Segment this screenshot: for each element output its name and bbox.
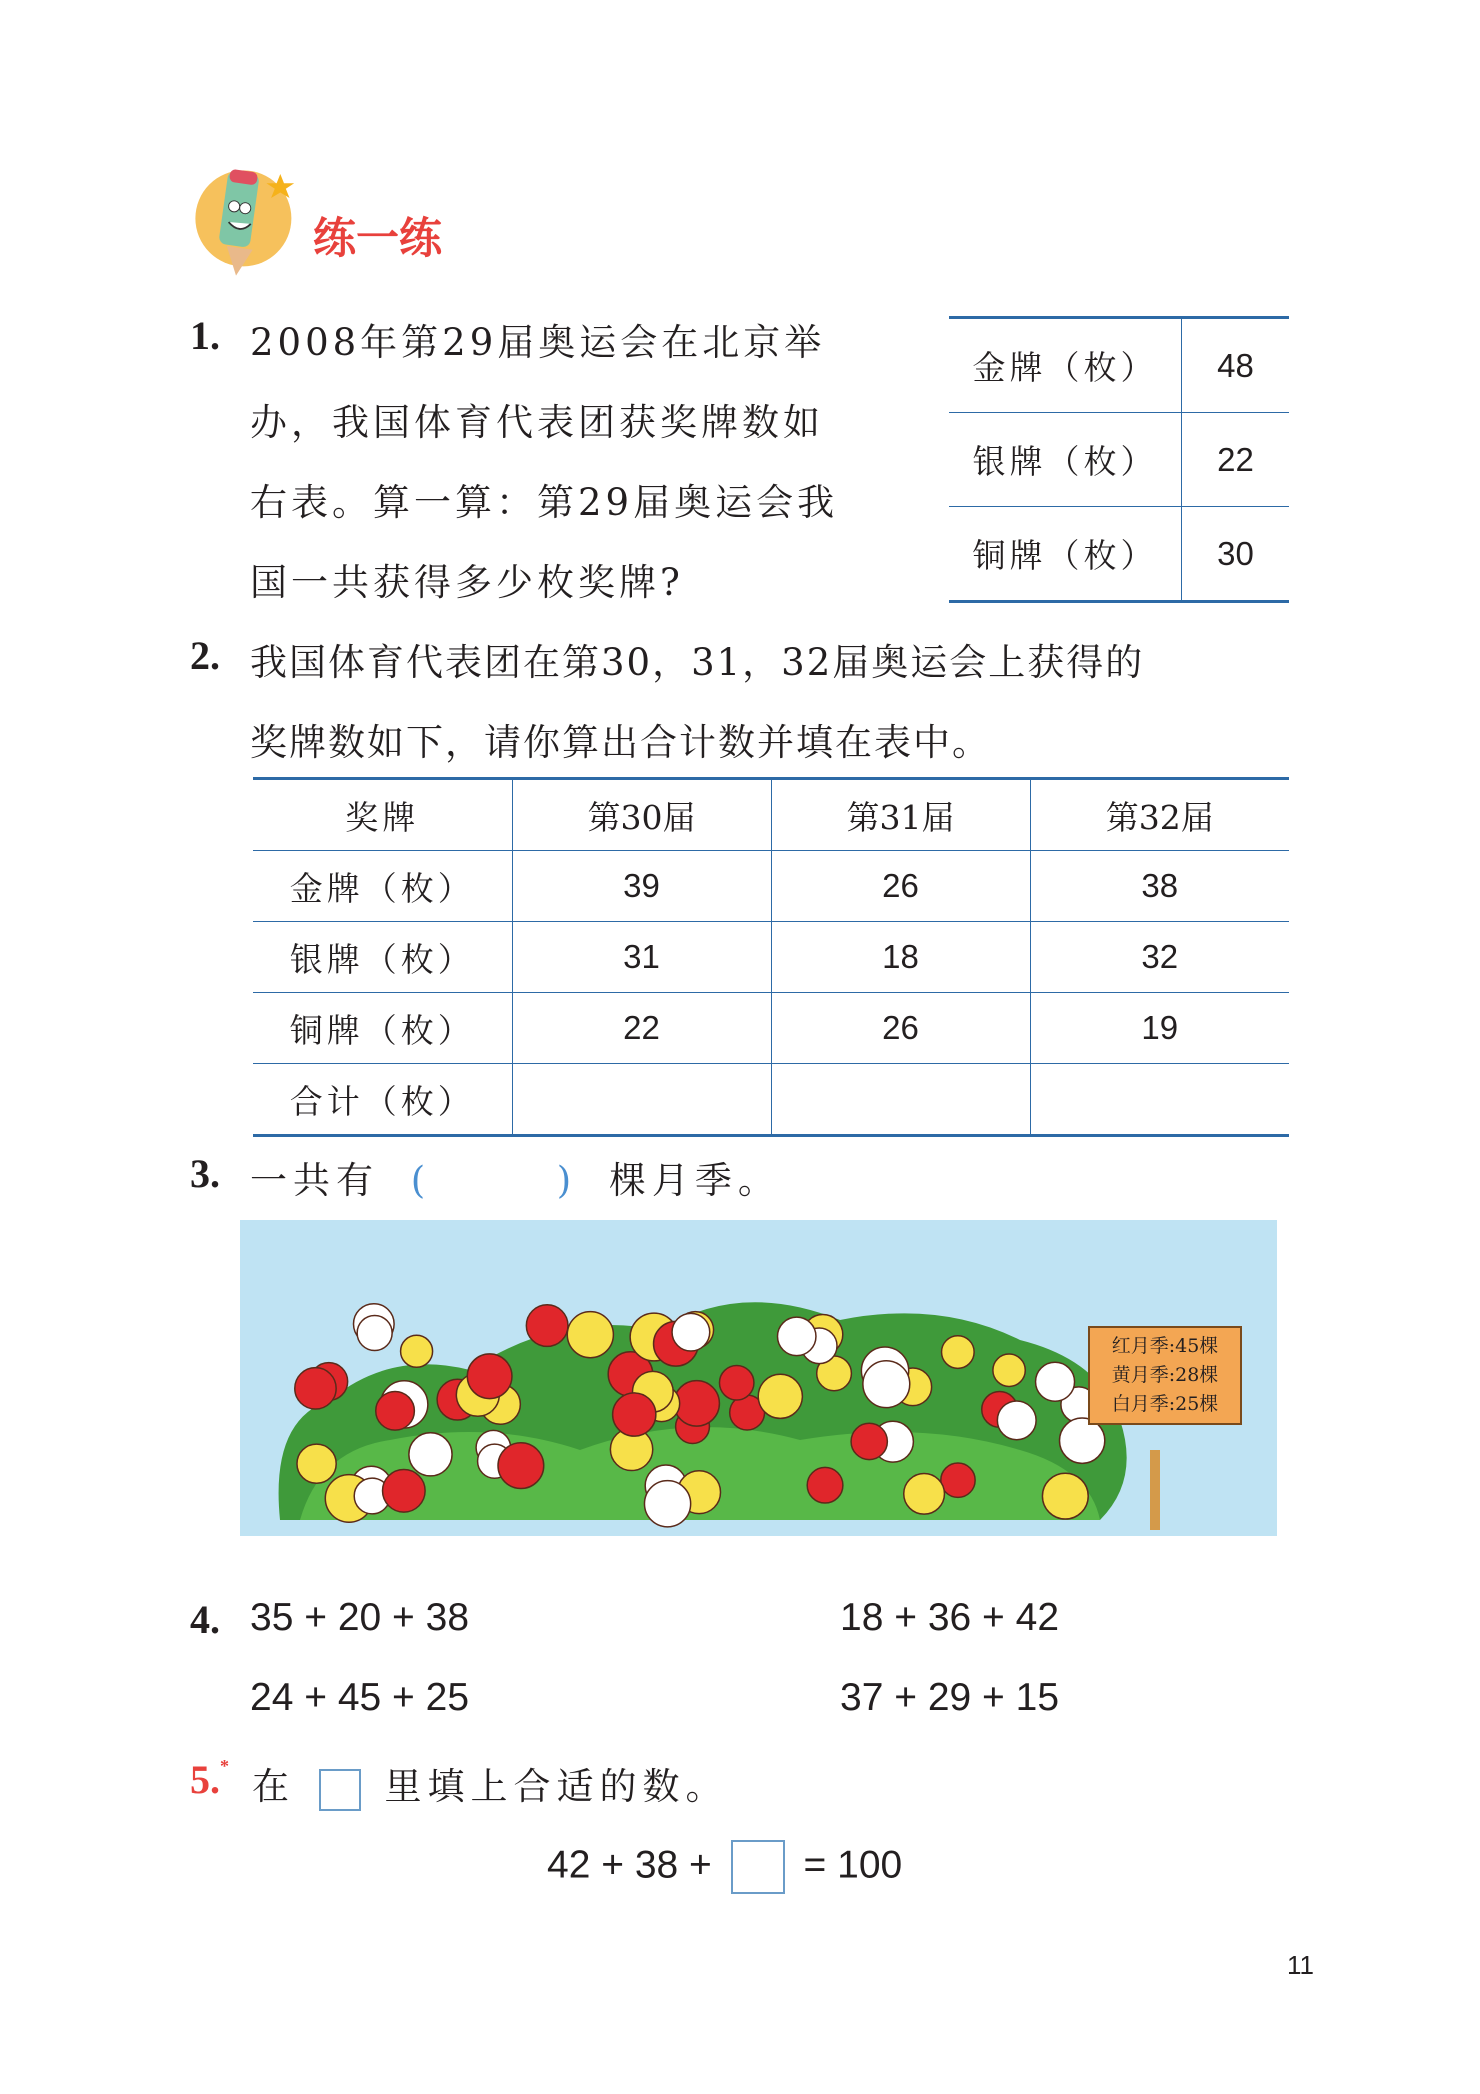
rose-flower (498, 1443, 544, 1489)
header-cell: 第32届 (1030, 779, 1289, 851)
sign-line-red: 红月季:45棵 (1111, 1335, 1219, 1357)
table-row (949, 507, 1289, 602)
rose-flower (567, 1312, 613, 1358)
cell-value: 30 (1217, 534, 1254, 572)
rose-flower (526, 1305, 568, 1347)
rose-flower (942, 1336, 975, 1369)
rose-flower (758, 1374, 802, 1418)
row-label: 金牌（枚） (253, 851, 512, 922)
rose-flower (993, 1354, 1025, 1386)
cell-value: 22 (1182, 413, 1290, 507)
expression: 24 + 45 + 25 (250, 1676, 470, 1719)
rose-count-sign (1088, 1326, 1242, 1425)
equation-right: = 100 (803, 1843, 903, 1887)
rose-flower (613, 1393, 656, 1436)
expression: 18 + 36 + 42 (840, 1596, 1060, 1639)
table-row (949, 318, 1289, 413)
q5-suffix: 里填上合适的数。 (384, 1765, 729, 1808)
rose-flower (467, 1354, 512, 1399)
row-label: 铜牌（枚） (253, 993, 512, 1064)
rose-flower (941, 1463, 975, 1497)
blank-box-icon (319, 1769, 361, 1811)
q5-number (190, 1756, 246, 1803)
row-label: 银牌（枚） (253, 922, 512, 993)
rose-flower (719, 1366, 753, 1400)
q3-suffix: 棵月季。 (608, 1159, 781, 1202)
rose-flower (851, 1423, 887, 1459)
cell: 22 (512, 993, 771, 1064)
challenge-star: * (220, 1756, 229, 1776)
q5-number-text: 5. (190, 1757, 220, 1802)
total-answer-cell[interactable] (771, 1064, 1030, 1136)
rose-flower (997, 1401, 1036, 1440)
rose-flower (357, 1316, 392, 1351)
rose-flower (1042, 1473, 1088, 1519)
q3-number: 3. (190, 1151, 220, 1196)
cell: 26 (771, 851, 1030, 922)
q2-line-2: 奖牌数如下，请你算出合计数并填在表中。 (250, 721, 991, 764)
section-title: 练一练 (313, 214, 442, 264)
rose-flower (863, 1361, 910, 1408)
total-answer-cell[interactable] (1030, 1064, 1289, 1136)
cell: 31 (512, 922, 771, 993)
rose-flower (383, 1470, 426, 1513)
row-label: 合计（枚） (253, 1064, 512, 1136)
table-row-total (253, 1064, 1289, 1136)
cell: 32 (1030, 922, 1289, 993)
paren-close: ) (556, 1159, 578, 1202)
cell: 18 (771, 922, 1030, 993)
paren-open: ( (410, 1159, 432, 1202)
medal-table-2008 (949, 316, 1289, 603)
medal-table-30-32 (253, 777, 1289, 1137)
table-row (253, 922, 1289, 993)
rose-flower (644, 1481, 690, 1527)
rose-flower (1036, 1362, 1075, 1401)
cell: 39 (512, 851, 771, 922)
cell: 19 (1030, 993, 1289, 1064)
q4-number: 4. (190, 1597, 220, 1642)
row-label: 银牌（枚） (949, 413, 1182, 507)
rose-flower (297, 1444, 336, 1483)
q1-number: 1. (190, 313, 220, 358)
expression: 37 + 29 + 15 (840, 1676, 1060, 1719)
page-number: 11 (1287, 1950, 1314, 1980)
rose-flower (295, 1368, 336, 1409)
rose-flower (807, 1467, 843, 1503)
mascot-pencil-icon (188, 160, 308, 289)
q3-text (250, 1150, 781, 1204)
cell-value: 48 (1182, 318, 1290, 413)
header-cell: 奖牌 (253, 779, 512, 851)
rose-flower (409, 1433, 452, 1476)
equation-left: 42 + 38 + (547, 1843, 712, 1887)
q2-line-1: 我国体育代表团在第30，31，32届奥运会上获得的 (250, 641, 1145, 684)
row-label: 金牌（枚） (949, 318, 1182, 413)
q2-number: 2. (190, 633, 220, 678)
q5-prefix: 在 (252, 1765, 295, 1808)
table-row (253, 851, 1289, 922)
sign-line-yellow: 黄月季:28棵 (1111, 1364, 1219, 1386)
cell: 38 (1030, 851, 1289, 922)
rose-garden-illustration (240, 1220, 1277, 1536)
sign-line-white: 白月季:25棵 (1111, 1393, 1219, 1415)
q1-line-1: 2008年第29届奥运会在北京举 (250, 321, 826, 364)
q1-line-4: 国一共获得多少枚奖牌? (250, 561, 684, 604)
table-row (253, 993, 1289, 1064)
expression: 35 + 20 + 38 (250, 1596, 470, 1639)
rose-flower (674, 1381, 719, 1426)
q1-line-3: 右表。算一算：第29届奥运会我 (250, 481, 839, 524)
total-answer-cell[interactable] (512, 1064, 771, 1136)
row-label: 铜牌（枚） (949, 507, 1182, 602)
header-cell: 第30届 (512, 779, 771, 851)
rose-flower (904, 1473, 945, 1514)
rose-flower (777, 1317, 815, 1355)
equation (547, 1840, 902, 1894)
q5-text (252, 1756, 729, 1811)
rose-flower (376, 1392, 415, 1431)
header-cell: 第31届 (771, 779, 1030, 851)
table-header-row (253, 779, 1289, 851)
q1-line-2: 办，我国体育代表团获奖牌数如 (250, 401, 824, 444)
rose-flower (401, 1335, 433, 1367)
q3-prefix: 一共有 (250, 1159, 379, 1202)
rose-flower (672, 1313, 710, 1351)
answer-box[interactable] (731, 1840, 785, 1894)
cell: 26 (771, 993, 1030, 1064)
table-row (949, 413, 1289, 507)
